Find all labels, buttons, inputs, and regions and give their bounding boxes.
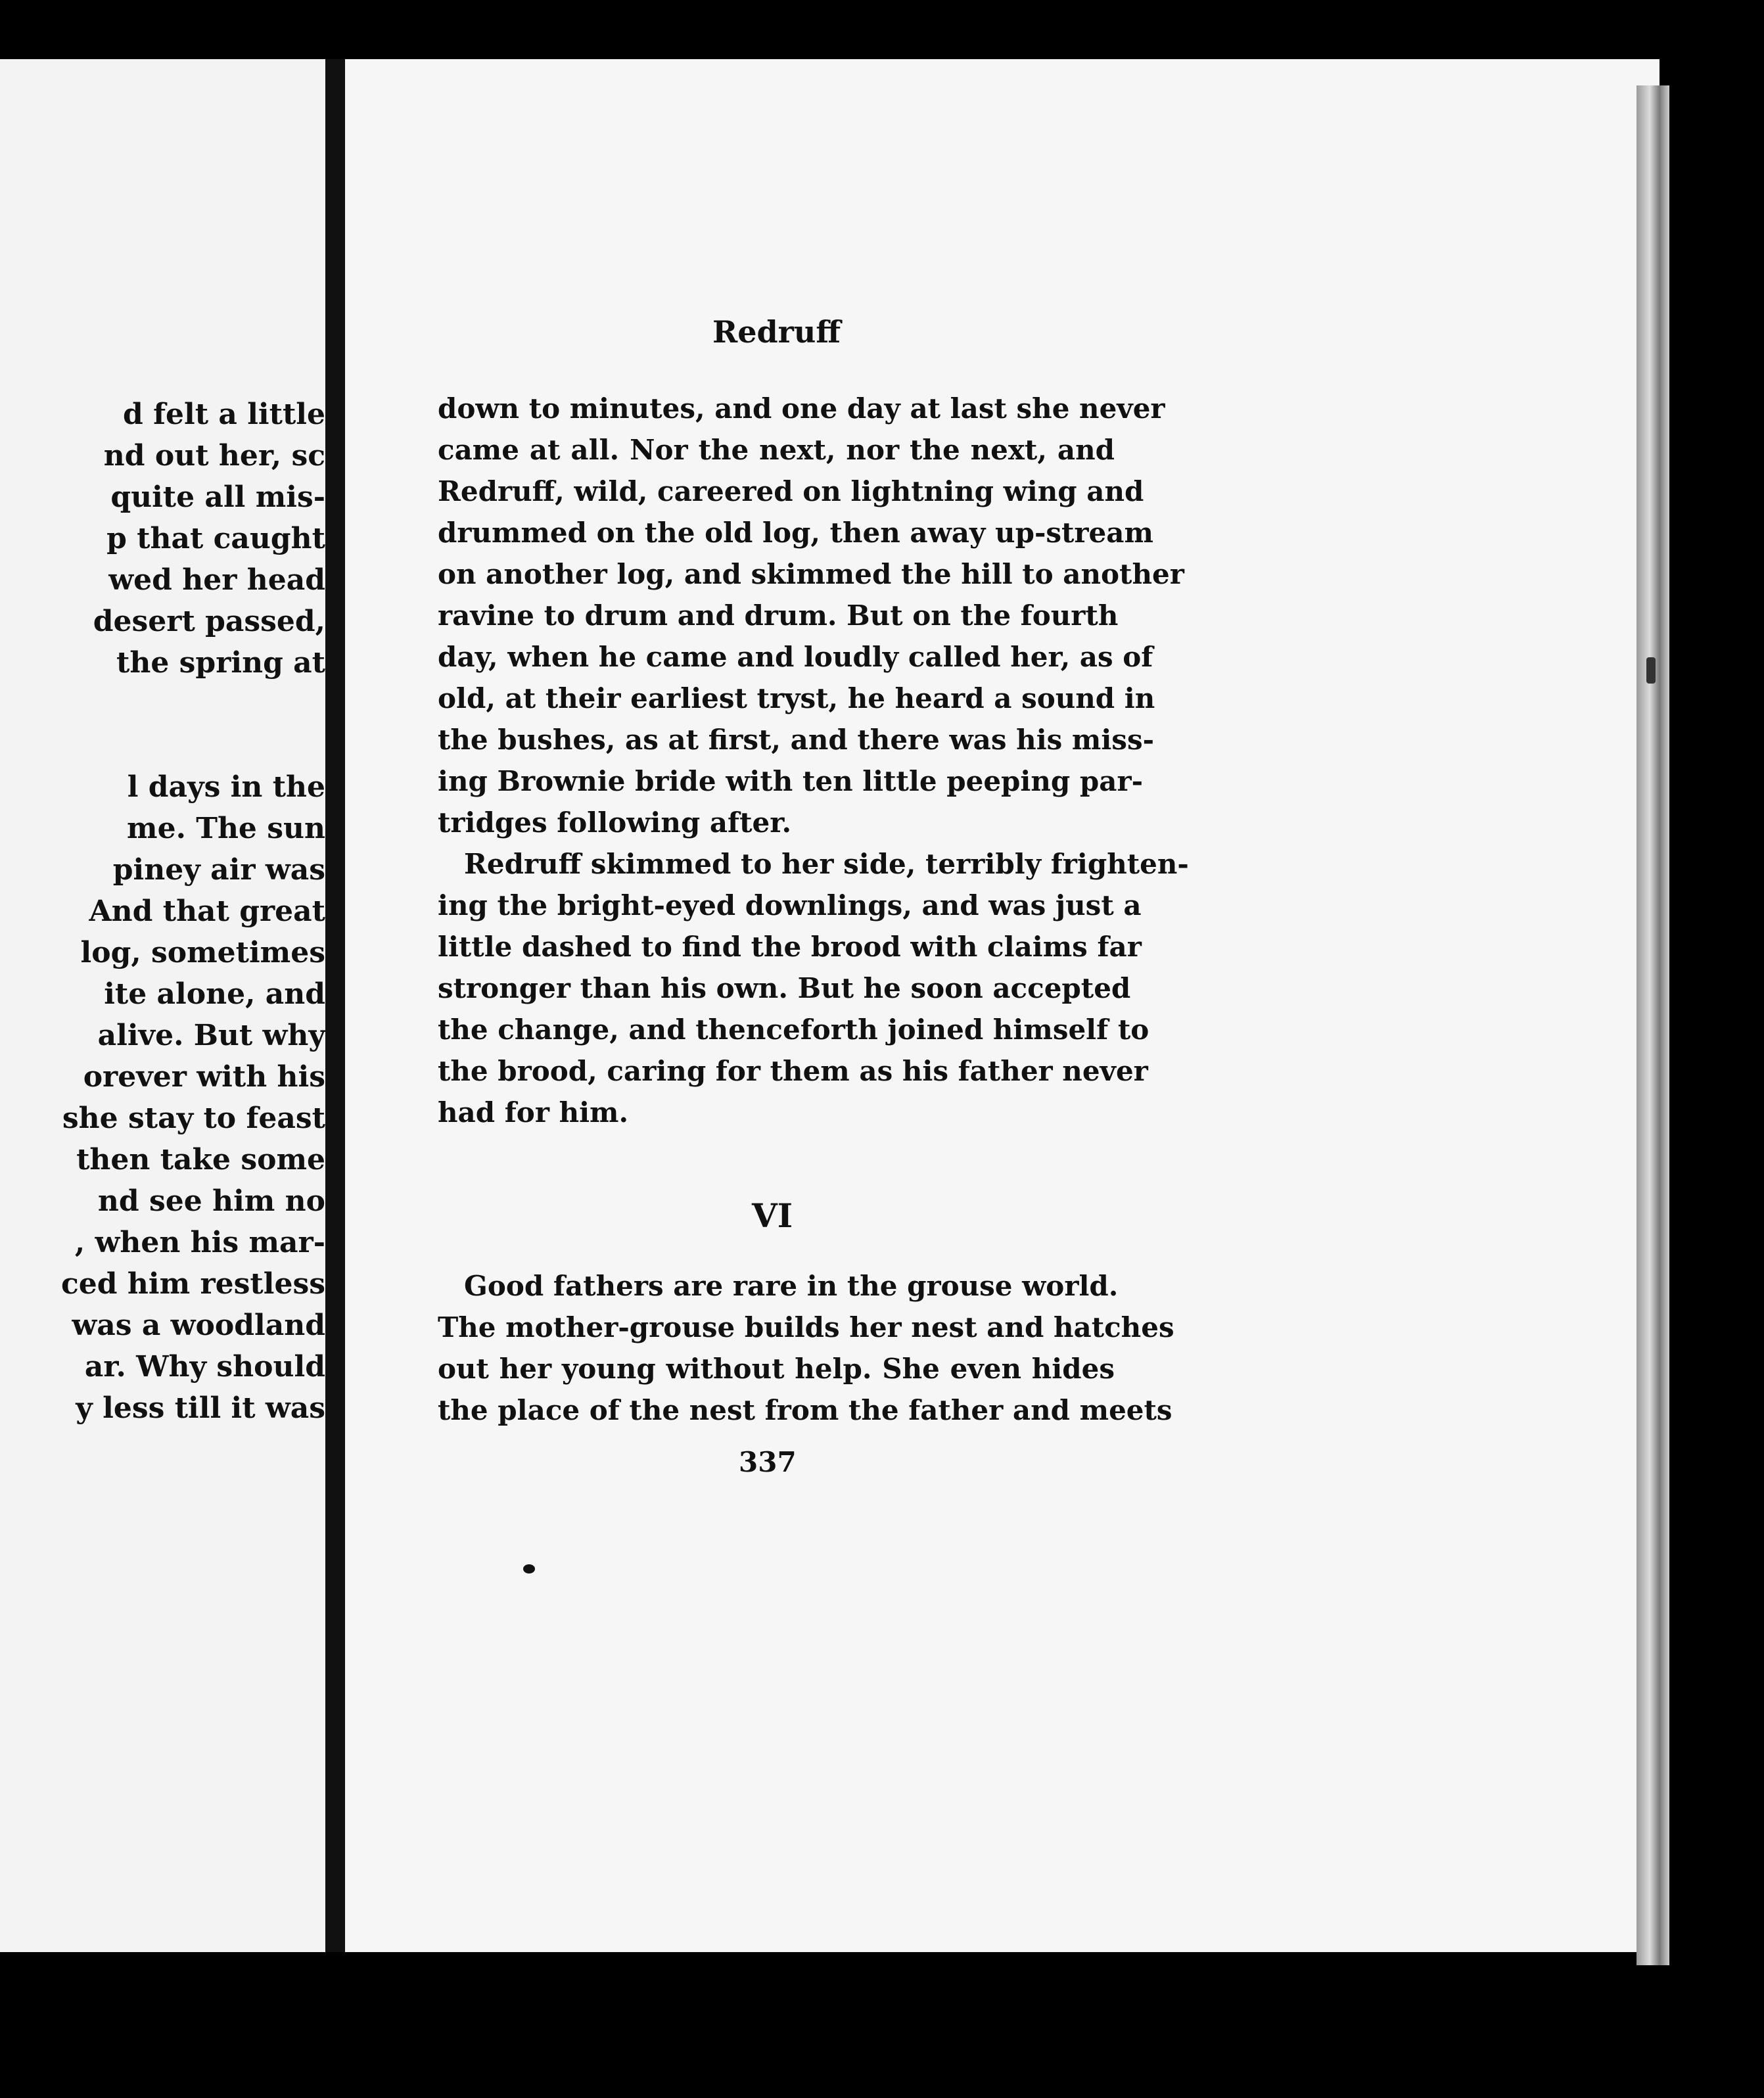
left-line: ar. Why should <box>84 1350 325 1384</box>
left-line: y less till it was <box>76 1391 325 1425</box>
text-line: the place of the nest from the father and meets <box>438 1394 1172 1426</box>
text-line: tridges following after. <box>438 806 792 839</box>
left-line: desert passed, <box>93 605 325 638</box>
text-line: Redruff skimmed to her side, terribly frighten- <box>464 848 1189 880</box>
text-line: out her young without help. She even hides <box>438 1353 1115 1385</box>
text-line: down to minutes, and one day at last she never <box>438 392 1165 425</box>
text-line: ravine to drum and drum. But on the fourth <box>438 599 1119 632</box>
text-line: stronger than his own. But he soon accepted <box>438 972 1131 1004</box>
text-line: The mother-grouse builds her nest and hatches <box>438 1311 1174 1343</box>
section-heading: VI <box>752 1196 793 1235</box>
left-line: she stay to feast <box>62 1102 325 1135</box>
ink-speck <box>1646 657 1656 684</box>
ink-speck <box>523 1564 535 1573</box>
left-line: nd see him no <box>97 1184 325 1218</box>
left-line: ced him restless <box>61 1267 325 1301</box>
left-line: was a woodland <box>72 1309 325 1342</box>
left-line: orever with his <box>83 1060 325 1094</box>
left-page <box>0 59 325 1952</box>
text-line: the change, and thenceforth joined himself to <box>438 1014 1149 1046</box>
running-head: Redruff <box>712 314 841 350</box>
left-line: alive. But why <box>97 1019 325 1052</box>
text-line: Redruff, wild, careered on lightning wing and <box>438 475 1144 507</box>
left-line: log, sometimes <box>80 936 325 969</box>
paragraph-2 <box>438 843 1189 1133</box>
text-line: had for him. <box>438 1096 629 1129</box>
book-gutter <box>325 59 345 1952</box>
text-line: day, when he came and loudly called her, as of <box>438 641 1153 673</box>
left-line: quite all mis- <box>110 480 325 514</box>
left-line: p that caught <box>106 522 325 555</box>
left-line: nd out her, sc <box>103 439 325 473</box>
left-line: wed her head <box>108 563 325 597</box>
text-line: came at all. Nor the next, nor the next, and <box>438 434 1115 466</box>
page-number: 337 <box>739 1446 797 1478</box>
text-line: ing the bright-eyed downlings, and was just a <box>438 889 1142 921</box>
text-line: drummed on the old log, then away up-stream <box>438 517 1153 549</box>
paragraph-1 <box>438 388 1184 843</box>
left-line: then take some <box>76 1143 325 1177</box>
left-line: ite alone, and <box>104 977 325 1011</box>
text-line: little dashed to find the brood with claims far <box>438 931 1142 963</box>
text-line: the brood, caring for them as his father never <box>438 1055 1148 1087</box>
text-line: ing Brownie bride with ten little peeping par- <box>438 765 1144 797</box>
left-line: piney air was <box>112 853 325 887</box>
text-line: Good fathers are rare in the grouse world. <box>464 1270 1119 1302</box>
left-line: And that great <box>89 895 325 928</box>
text-line: old, at their earliest tryst, he heard a sound in <box>438 682 1155 714</box>
left-line: , when his mar- <box>74 1226 325 1259</box>
paragraph-3 <box>438 1265 1174 1431</box>
text-line: on another log, and skimmed the hill to another <box>438 558 1184 590</box>
page-edge <box>1636 85 1669 1965</box>
left-line: me. The sun <box>127 812 325 845</box>
left-line: l days in the <box>127 770 325 804</box>
left-line: d felt a little <box>123 398 325 431</box>
left-line: the spring at <box>116 646 325 680</box>
text-line: the bushes, as at first, and there was his miss- <box>438 724 1155 756</box>
